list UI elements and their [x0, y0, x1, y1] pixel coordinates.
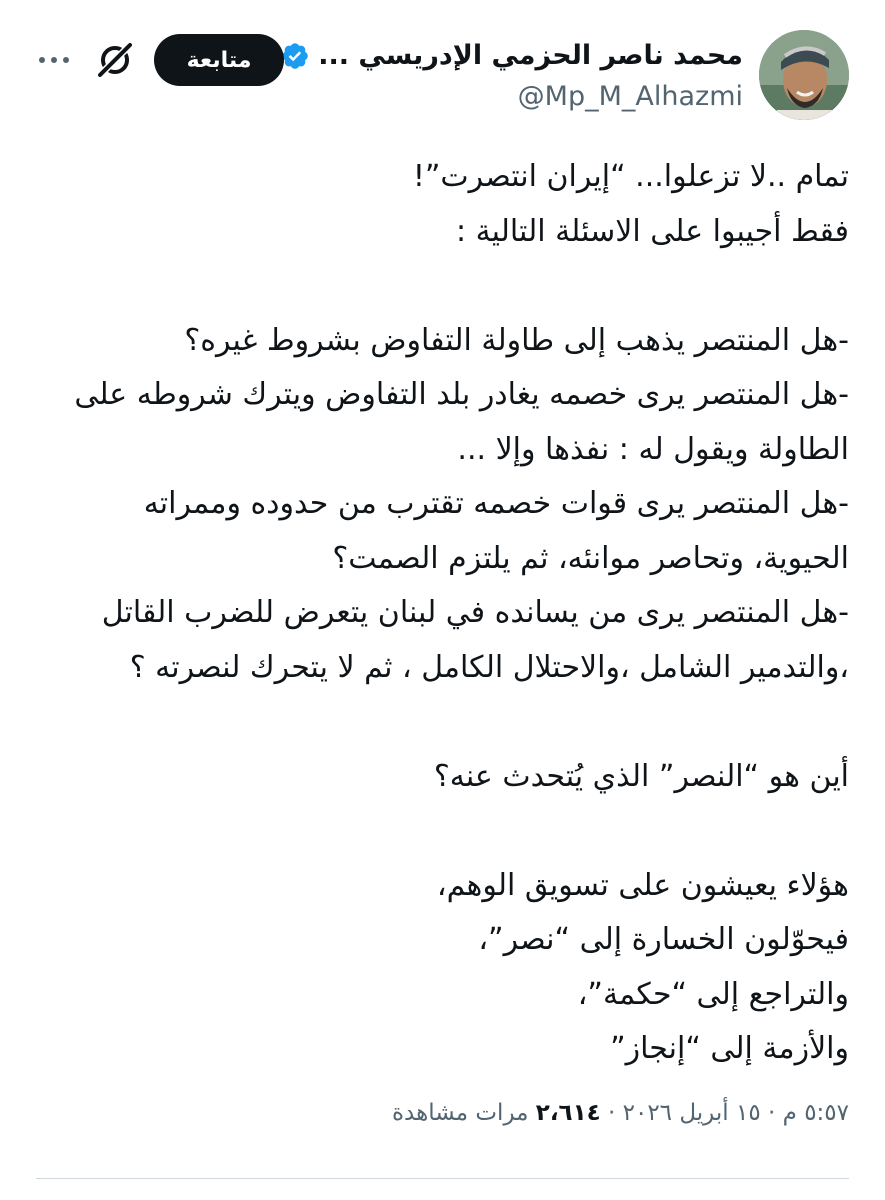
author-block [280, 40, 743, 112]
tweet-date[interactable]: ١٥ أبريل ٢٠٢٦ [622, 1100, 761, 1126]
divider [36, 1178, 849, 1179]
tweet-line-blank [36, 804, 849, 859]
tweet-line: -هل المنتصر يرى خصمه يغادر بلد التفاوض ويترك شروطه على [74, 377, 849, 412]
tweet-line: -هل المنتصر يذهب إلى طاولة التفاوض بشروط غيره؟ [184, 322, 849, 358]
tweet-header [36, 30, 849, 122]
tweet-line: الحيوية، وتحاصر موانئه، ثم يلتزم الصمت؟ [332, 540, 849, 576]
more-options-icon[interactable] [36, 46, 72, 74]
meta-separator: · [607, 1100, 616, 1126]
views-count: ٢،٦١٤ [535, 1100, 601, 1126]
views-label: مرات مشاهدة [392, 1100, 529, 1126]
author-display-name[interactable]: محمد ناصر الحزمي الإدريسي ... [318, 40, 743, 71]
tweet-line: والتراجع إلى “حكمة”، [577, 976, 849, 1012]
grok-icon[interactable] [94, 39, 136, 81]
tweet-line: هؤلاء يعيشون على تسويق الوهم، [436, 867, 849, 903]
tweet-line: فقط أجيبوا على الاسئلة التالية : [455, 213, 849, 249]
tweet-time[interactable]: ٥:٥٧ م [782, 1100, 849, 1126]
avatar-image [759, 30, 849, 120]
tweet-line: -هل المنتصر يرى قوات خصمه تقترب من حدوده وممراته [143, 486, 849, 521]
author-name-row [280, 40, 743, 71]
author-handle[interactable]: @Mp_M_Alhazmi [517, 81, 743, 112]
avatar[interactable] [759, 30, 849, 120]
verified-badge-icon[interactable] [280, 41, 310, 71]
tweet-line: أين هو “النصر” الذي يُتحدث عنه؟ [433, 758, 849, 794]
tweet-line: -هل المنتصر يرى من يسانده في لبنان يتعرض للضرب القاتل [101, 595, 849, 630]
tweet-line: الطاولة ويقول له : نفذها وإلا ... [457, 431, 849, 467]
follow-button[interactable]: متابعة [154, 34, 284, 86]
tweet-line: ،والتدمير الشامل ،والاحتلال الكامل ، ثم لا يتحرك لنصرته ؟ [129, 649, 849, 685]
tweet-line: والأزمة إلى “إنجاز” [610, 1031, 849, 1066]
tweet-line: تمام ..لا تزعلوا... “إيران انتصرت”! [412, 159, 849, 194]
tweet-line-blank [36, 259, 849, 314]
meta-separator: · [768, 1100, 776, 1126]
tweet-meta [392, 1100, 849, 1126]
tweet-text [36, 150, 849, 1077]
tweet-line: فيحوّلون الخسارة إلى “نصر”، [478, 922, 849, 957]
tweet-line-blank [36, 695, 849, 750]
